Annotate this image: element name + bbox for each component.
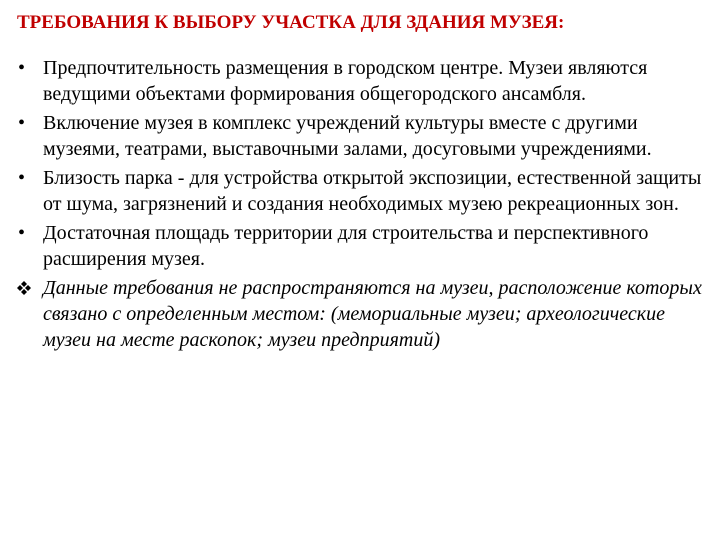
list-item-text: Близость парка - для устройства открытой экспозиции, естественной защиты от шума, загрязнений и создания необходимых музею рекреационных зон. xyxy=(43,167,702,215)
bullet-icon: • xyxy=(18,222,26,244)
list-item xyxy=(17,55,707,107)
list-item xyxy=(17,220,707,272)
exception-note xyxy=(17,275,707,353)
list-item-text: Предпочтительность размещения в городском центре. Музеи являются ведущими объектами формирования общегородского ансамбля. xyxy=(43,57,648,105)
exception-note-text: Данные требования не распространяются на музеи, расположение которых связано с определенным местом: (мемориальные музеи; археологические музеи на месте раскопок; музеи предприятий) xyxy=(43,277,702,351)
requirements-list xyxy=(17,55,707,353)
four-diamond-icon xyxy=(17,281,31,295)
bullet-icon: • xyxy=(18,112,26,134)
list-item xyxy=(17,110,707,162)
bullet-icon: • xyxy=(18,57,26,79)
bullet-icon: • xyxy=(18,167,26,189)
list-item-text: Включение музея в комплекс учреждений культуры вместе с другими музеями, театрами, выставочными залами, досуговыми учреждениями. xyxy=(43,112,652,160)
list-item-text: Достаточная площадь территории для строительства и перспективного расширения музея. xyxy=(43,222,649,270)
slide-title: ТРЕБОВАНИЯ К ВЫБОРУ УЧАСТКА ДЛЯ ЗДАНИЯ МУЗЕЯ: xyxy=(17,12,565,33)
list-item xyxy=(17,165,707,217)
